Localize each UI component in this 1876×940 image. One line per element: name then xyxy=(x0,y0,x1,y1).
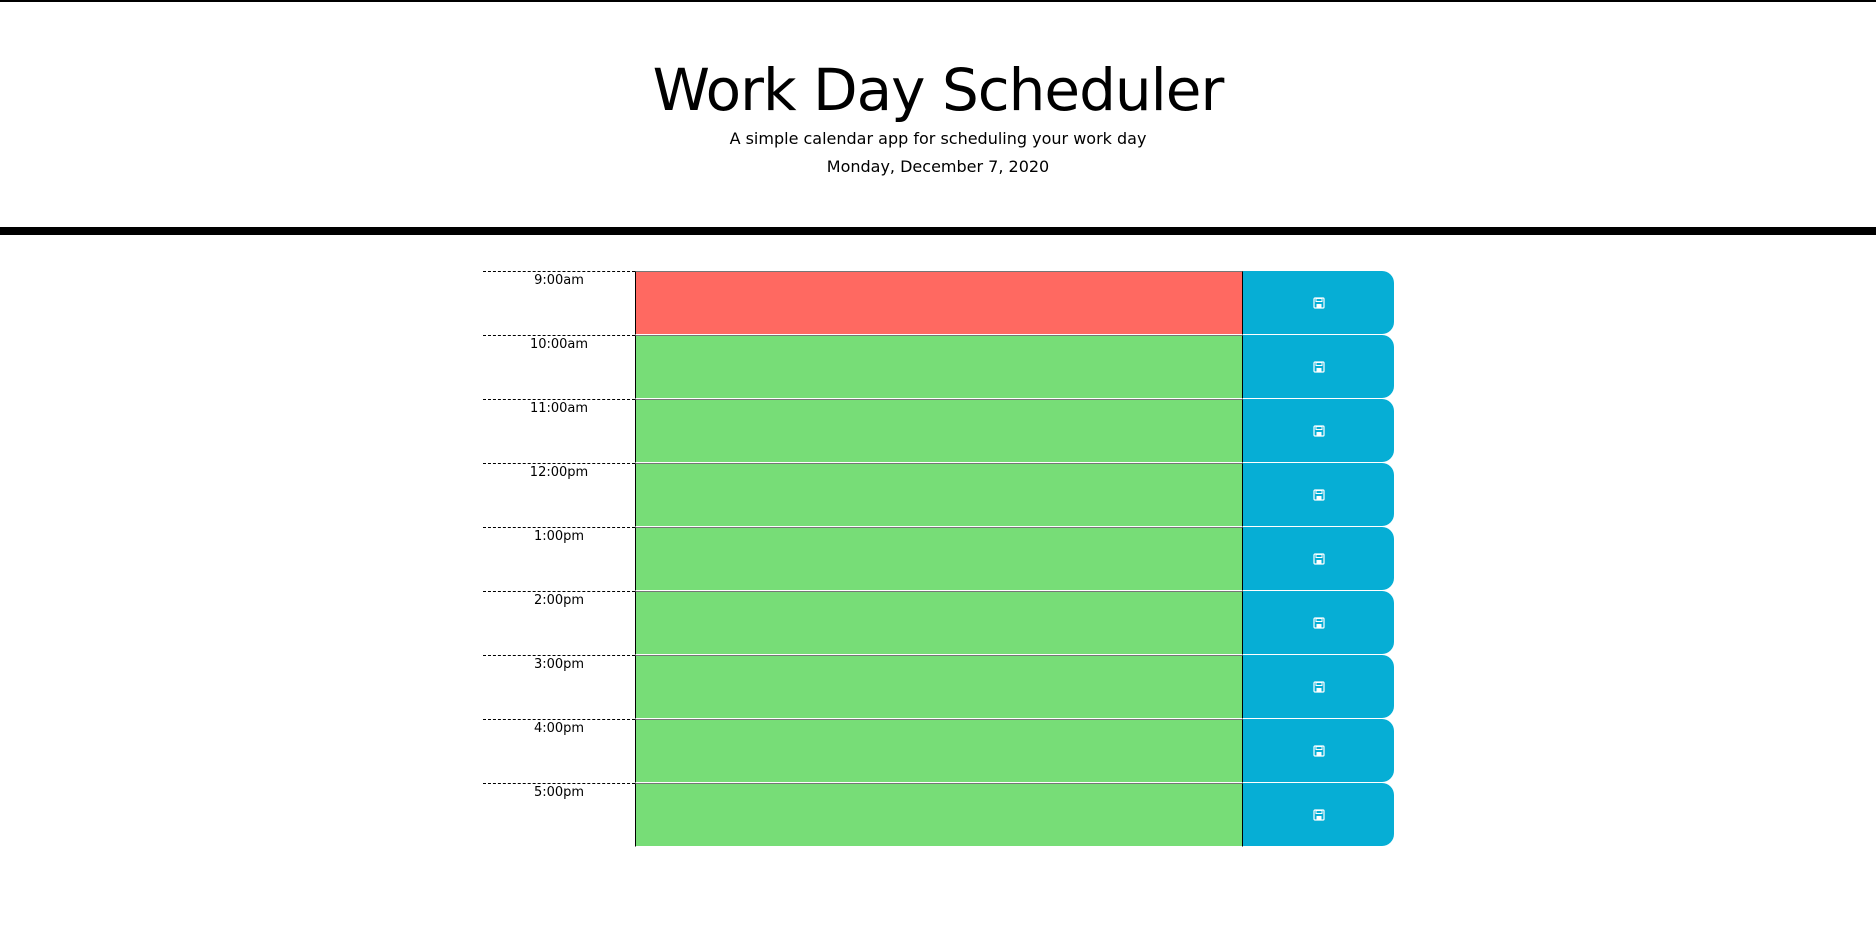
time-block xyxy=(483,591,1394,655)
time-block xyxy=(483,719,1394,783)
event-description-input[interactable] xyxy=(635,463,1243,527)
time-block xyxy=(483,463,1394,527)
save-icon xyxy=(1313,425,1325,437)
hour-text: 9:00am xyxy=(534,273,584,288)
time-block xyxy=(483,527,1394,591)
event-description-input[interactable] xyxy=(635,783,1243,847)
hour-label xyxy=(483,783,635,847)
save-icon xyxy=(1313,361,1325,373)
save-icon xyxy=(1313,489,1325,501)
save-icon xyxy=(1313,745,1325,757)
save-button[interactable] xyxy=(1243,271,1394,334)
time-block xyxy=(483,335,1394,399)
event-description-input[interactable] xyxy=(635,271,1243,335)
save-icon xyxy=(1313,617,1325,629)
time-block xyxy=(483,655,1394,719)
hour-text: 10:00am xyxy=(529,337,589,352)
current-day: Monday, December 7, 2020 xyxy=(826,157,1050,176)
hour-text: 1:00pm xyxy=(533,529,585,544)
event-description-input[interactable] xyxy=(635,527,1243,591)
save-icon xyxy=(1313,681,1325,693)
hour-label xyxy=(483,527,635,591)
save-icon xyxy=(1313,809,1325,821)
save-icon xyxy=(1313,553,1325,565)
time-block xyxy=(483,271,1394,335)
save-button[interactable] xyxy=(1243,591,1394,654)
hour-label xyxy=(483,591,635,655)
hour-text: 5:00pm xyxy=(533,785,585,800)
hour-label xyxy=(483,463,635,527)
event-description-input[interactable] xyxy=(635,719,1243,783)
time-block xyxy=(483,783,1394,847)
hour-label xyxy=(483,719,635,783)
page-subtitle: A simple calendar app for scheduling your work day xyxy=(729,129,1147,148)
event-description-input[interactable] xyxy=(635,655,1243,719)
save-button[interactable] xyxy=(1243,399,1394,462)
event-description-input[interactable] xyxy=(635,335,1243,399)
header xyxy=(0,0,1876,235)
page-title: Work Day Scheduler xyxy=(652,56,1224,124)
hour-text: 3:00pm xyxy=(533,657,585,672)
save-icon xyxy=(1313,297,1325,309)
save-button[interactable] xyxy=(1243,463,1394,526)
hour-label xyxy=(483,655,635,719)
save-button[interactable] xyxy=(1243,719,1394,782)
hour-label xyxy=(483,399,635,463)
save-button[interactable] xyxy=(1243,783,1394,846)
save-button[interactable] xyxy=(1243,527,1394,590)
event-description-input[interactable] xyxy=(635,591,1243,655)
hour-text: 4:00pm xyxy=(533,721,585,736)
hour-label xyxy=(483,335,635,399)
schedule-container xyxy=(483,271,1394,847)
time-block xyxy=(483,399,1394,463)
save-button[interactable] xyxy=(1243,335,1394,398)
save-button[interactable] xyxy=(1243,655,1394,718)
hour-label xyxy=(483,271,635,335)
hour-text: 11:00am xyxy=(529,401,589,416)
hour-text: 12:00pm xyxy=(529,465,589,480)
hour-text: 2:00pm xyxy=(533,593,585,608)
event-description-input[interactable] xyxy=(635,399,1243,463)
